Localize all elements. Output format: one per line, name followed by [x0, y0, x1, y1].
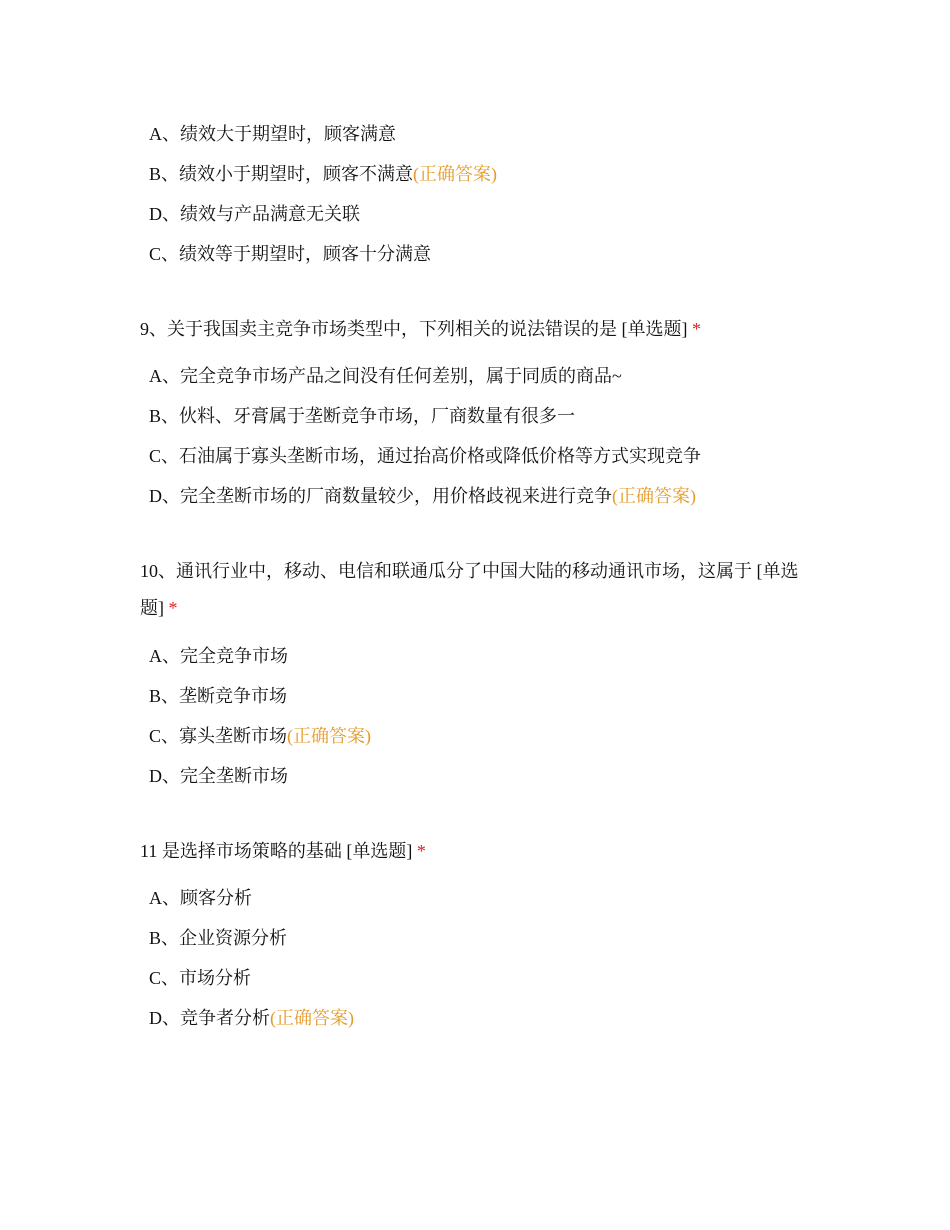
option-text: B、企业资源分析: [149, 928, 288, 948]
option-text: D、竞争者分析: [149, 1008, 270, 1028]
option-q9-b: [149, 404, 575, 428]
option-text: D、绩效与产品满意无关联: [149, 204, 360, 224]
correct-answer-mark: (正确答案): [413, 164, 498, 184]
question-9-title: [140, 311, 810, 348]
question-text: 10、通讯行业中，移动、电信和联通瓜分了中国大陆的移动通讯市场，这属于 [单选题]: [140, 561, 799, 618]
option-text: C、绩效等于期望时，顾客十分满意: [149, 244, 432, 264]
option-text: A、完全竞争市场产品之间没有任何差别，属于同质的商品~: [149, 366, 622, 386]
question-10-title: [140, 553, 810, 627]
option-q9-a: [149, 364, 622, 388]
option-q9-c: [149, 444, 701, 468]
option-q11-a: [149, 886, 252, 910]
question-11-title: [140, 833, 810, 870]
option-q8-b: [149, 162, 497, 186]
required-mark: *: [692, 319, 701, 339]
option-q11-b: [149, 926, 287, 950]
option-q8-d: [149, 202, 360, 226]
correct-answer-mark: (正确答案): [612, 486, 696, 506]
question-text: 11 是选择市场策略的基础 [单选题]: [140, 841, 413, 861]
option-text: B、伙料、牙膏属于垄断竞争市场，厂商数量有很多一: [149, 406, 576, 426]
correct-answer-mark: (正确答案): [270, 1008, 354, 1028]
option-q10-c: [149, 724, 371, 748]
option-q8-c: [149, 242, 431, 266]
option-q8-a: [149, 122, 396, 146]
option-text: B、绩效小于期望时，顾客不满意: [149, 164, 414, 184]
option-text: C、石油属于寡头垄断市场，通过抬高价格或降低价格等方式实现竞争: [149, 446, 702, 466]
option-text: D、完全垄断市场的厂商数量较少，用价格歧视来进行竞争: [149, 486, 612, 506]
option-q11-c: [149, 966, 251, 990]
option-text: B、垄断竞争市场: [149, 686, 288, 706]
option-text: A、绩效大于期望时，顾客满意: [149, 124, 396, 144]
option-text: C、市场分析: [149, 968, 252, 988]
option-q11-d: [149, 1006, 354, 1030]
correct-answer-mark: (正确答案): [287, 726, 372, 746]
required-mark: *: [168, 598, 178, 618]
required-mark: *: [416, 841, 426, 861]
option-q10-b: [149, 684, 287, 708]
option-q9-d: [149, 484, 696, 508]
question-text: 9、关于我国卖主竞争市场类型中，下列相关的说法错误的是 [单选题]: [140, 319, 688, 339]
option-text: D、完全垄断市场: [149, 766, 288, 786]
option-text: C、寡头垄断市场: [149, 726, 288, 746]
option-q10-a: [149, 644, 288, 668]
option-text: A、完全竞争市场: [149, 646, 288, 666]
option-q10-d: [149, 764, 288, 788]
option-text: A、顾客分析: [149, 888, 252, 908]
